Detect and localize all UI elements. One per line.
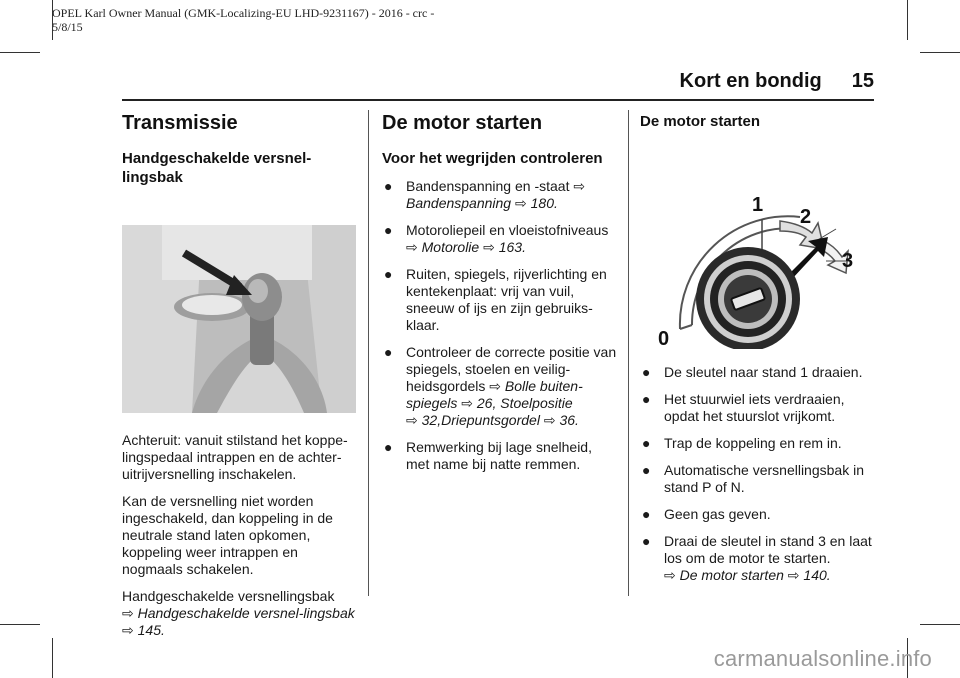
column-transmission <box>122 108 356 649</box>
xref-arrow-icon: ⇨ <box>406 412 418 428</box>
ignition-switch-figure <box>640 149 874 349</box>
column-ignition <box>640 108 874 594</box>
bullet-icon: ● <box>384 178 393 194</box>
list-item <box>640 506 874 523</box>
print-header <box>52 6 532 34</box>
bullet-icon: ● <box>642 364 651 380</box>
subsection-title: De motor starten <box>640 113 761 130</box>
xref-arrow-icon: ⇨ <box>122 622 134 638</box>
position-label-0: 0 <box>658 328 670 349</box>
position-label-3: 3 <box>842 250 854 272</box>
xref-link[interactable]: Bolle buiten-spiegels <box>406 378 583 411</box>
list-item <box>382 439 618 473</box>
item-text: Motoroliepeil en vloeistofniveaus <box>406 222 609 238</box>
item-text: Het stuurwiel iets verdraaien, opdat het stuurslot vrijkomt. <box>664 391 845 424</box>
print-header-line2: 5/8/15 <box>52 20 83 34</box>
list-item <box>640 364 874 381</box>
bullet-icon: ● <box>384 222 393 238</box>
reverse-instruction: Achteruit: vanuit stilstand het koppe-lingspedaal intrappen en de achter-uitrijversnelling inschakelen. <box>122 432 348 482</box>
item-text: Bandenspanning en -staat <box>406 178 570 194</box>
gear-engage-instruction: Kan de versnelling niet worden ingeschakeld, dan koppeling in de neutrale stand laten opkomen, koppeling weer intrappen en nogmaals schakelen. <box>122 493 333 577</box>
checklist <box>382 178 618 473</box>
reference-arrow-icon: ⇨ <box>406 239 418 255</box>
item-text: Controleer de correcte positie van spiegels, stoelen en veilig-heidsgordels <box>406 344 617 394</box>
item-text: Trap de koppeling en rem in. <box>664 435 842 451</box>
running-head-title: Kort en bondig <box>679 70 822 92</box>
bullet-icon: ● <box>642 506 651 522</box>
xref-page[interactable]: 145. <box>137 622 165 638</box>
crop-mark <box>52 638 53 678</box>
xref-page[interactable]: 140. <box>803 567 831 583</box>
bullet-icon: ● <box>384 439 393 455</box>
list-item <box>640 391 874 425</box>
crop-mark <box>0 52 40 53</box>
item-text: Ruiten, spiegels, rijverlichting en kentekenplaat: vrij van vuil, sneeuw of ijs en zijn gebruiks-klaar. <box>406 266 607 333</box>
item-text: Automatische versnellingsbak in stand P of N. <box>664 462 864 495</box>
ref-text: Handgeschakelde versnellingsbak <box>122 588 335 604</box>
position-label-1: 1 <box>752 194 764 216</box>
crop-mark <box>920 624 960 625</box>
bullet-icon: ● <box>642 435 651 451</box>
xref-arrow-icon: ⇨ <box>515 195 527 211</box>
column-divider <box>628 110 629 596</box>
xref-link[interactable]: Motorolie <box>421 239 480 255</box>
reference-arrow-icon: ⇨ <box>664 567 676 583</box>
crop-mark <box>920 52 960 53</box>
gear-shift-figure <box>122 225 356 413</box>
page-number: 15 <box>851 70 874 92</box>
list-item <box>640 533 874 584</box>
item-text: De sleutel naar stand 1 draaien. <box>664 364 863 380</box>
list-item <box>640 462 874 496</box>
bullet-icon: ● <box>642 462 651 478</box>
start-steps <box>640 364 874 584</box>
list-item <box>382 178 618 212</box>
column-start-engine <box>382 108 618 483</box>
bullet-icon: ● <box>642 391 651 407</box>
xref-link[interactable]: Handgeschakelde versnel-lingsbak <box>137 605 355 621</box>
xref-link[interactable]: Driepuntsgordel <box>441 412 540 428</box>
list-item <box>382 344 618 429</box>
reference-arrow-icon: ⇨ <box>573 178 586 194</box>
xref-arrow-icon: ⇨ <box>461 395 473 411</box>
xref-arrow-icon: ⇨ <box>543 412 556 428</box>
xref-link[interactable]: Stoelpositie <box>500 395 573 411</box>
subsection-title: Voor het wegrijden controleren <box>382 150 603 167</box>
section-title: Transmissie <box>122 112 238 134</box>
xref-page[interactable]: 180. <box>530 195 558 211</box>
running-head <box>680 70 874 93</box>
xref-link[interactable]: Bandenspanning <box>406 195 512 211</box>
xref-page[interactable]: 26, <box>476 395 501 411</box>
item-text: Geen gas geven. <box>664 506 771 522</box>
gearbox-reference <box>122 588 356 639</box>
xref-arrow-icon: ⇨ <box>483 239 495 255</box>
list-item <box>640 435 874 452</box>
list-item <box>382 266 618 334</box>
print-header-line1: OPEL Karl Owner Manual (GMK-Localizing-EU LHD-9231167) - 2016 - crc - <box>52 6 435 20</box>
xref-page[interactable]: 32, <box>421 412 442 428</box>
item-text: Remwerking bij lage snelheid, met name bij natte remmen. <box>406 439 592 472</box>
xref-arrow-icon: ⇨ <box>787 567 800 583</box>
header-rule <box>122 99 874 101</box>
bullet-icon: ● <box>384 266 393 282</box>
crop-mark <box>907 0 908 40</box>
reference-arrow-icon: ⇨ <box>122 605 134 621</box>
position-label-2: 2 <box>800 206 812 228</box>
bullet-icon: ● <box>384 344 393 360</box>
watermark: carmanualsonline.info <box>713 646 932 671</box>
reference-arrow-icon: ⇨ <box>489 378 502 394</box>
list-item <box>382 222 618 256</box>
xref-link[interactable]: De motor starten <box>679 567 784 583</box>
xref-page[interactable]: 36. <box>559 412 579 428</box>
item-text: Draai de sleutel in stand 3 en laat los om de motor te starten. <box>664 533 872 566</box>
section-title: De motor starten <box>382 112 543 134</box>
column-divider <box>368 110 369 596</box>
bullet-icon: ● <box>642 533 651 549</box>
crop-mark <box>0 624 40 625</box>
subsection-title: Handgeschakelde versnel-lingsbak <box>122 150 312 186</box>
xref-page[interactable]: 163. <box>498 239 526 255</box>
